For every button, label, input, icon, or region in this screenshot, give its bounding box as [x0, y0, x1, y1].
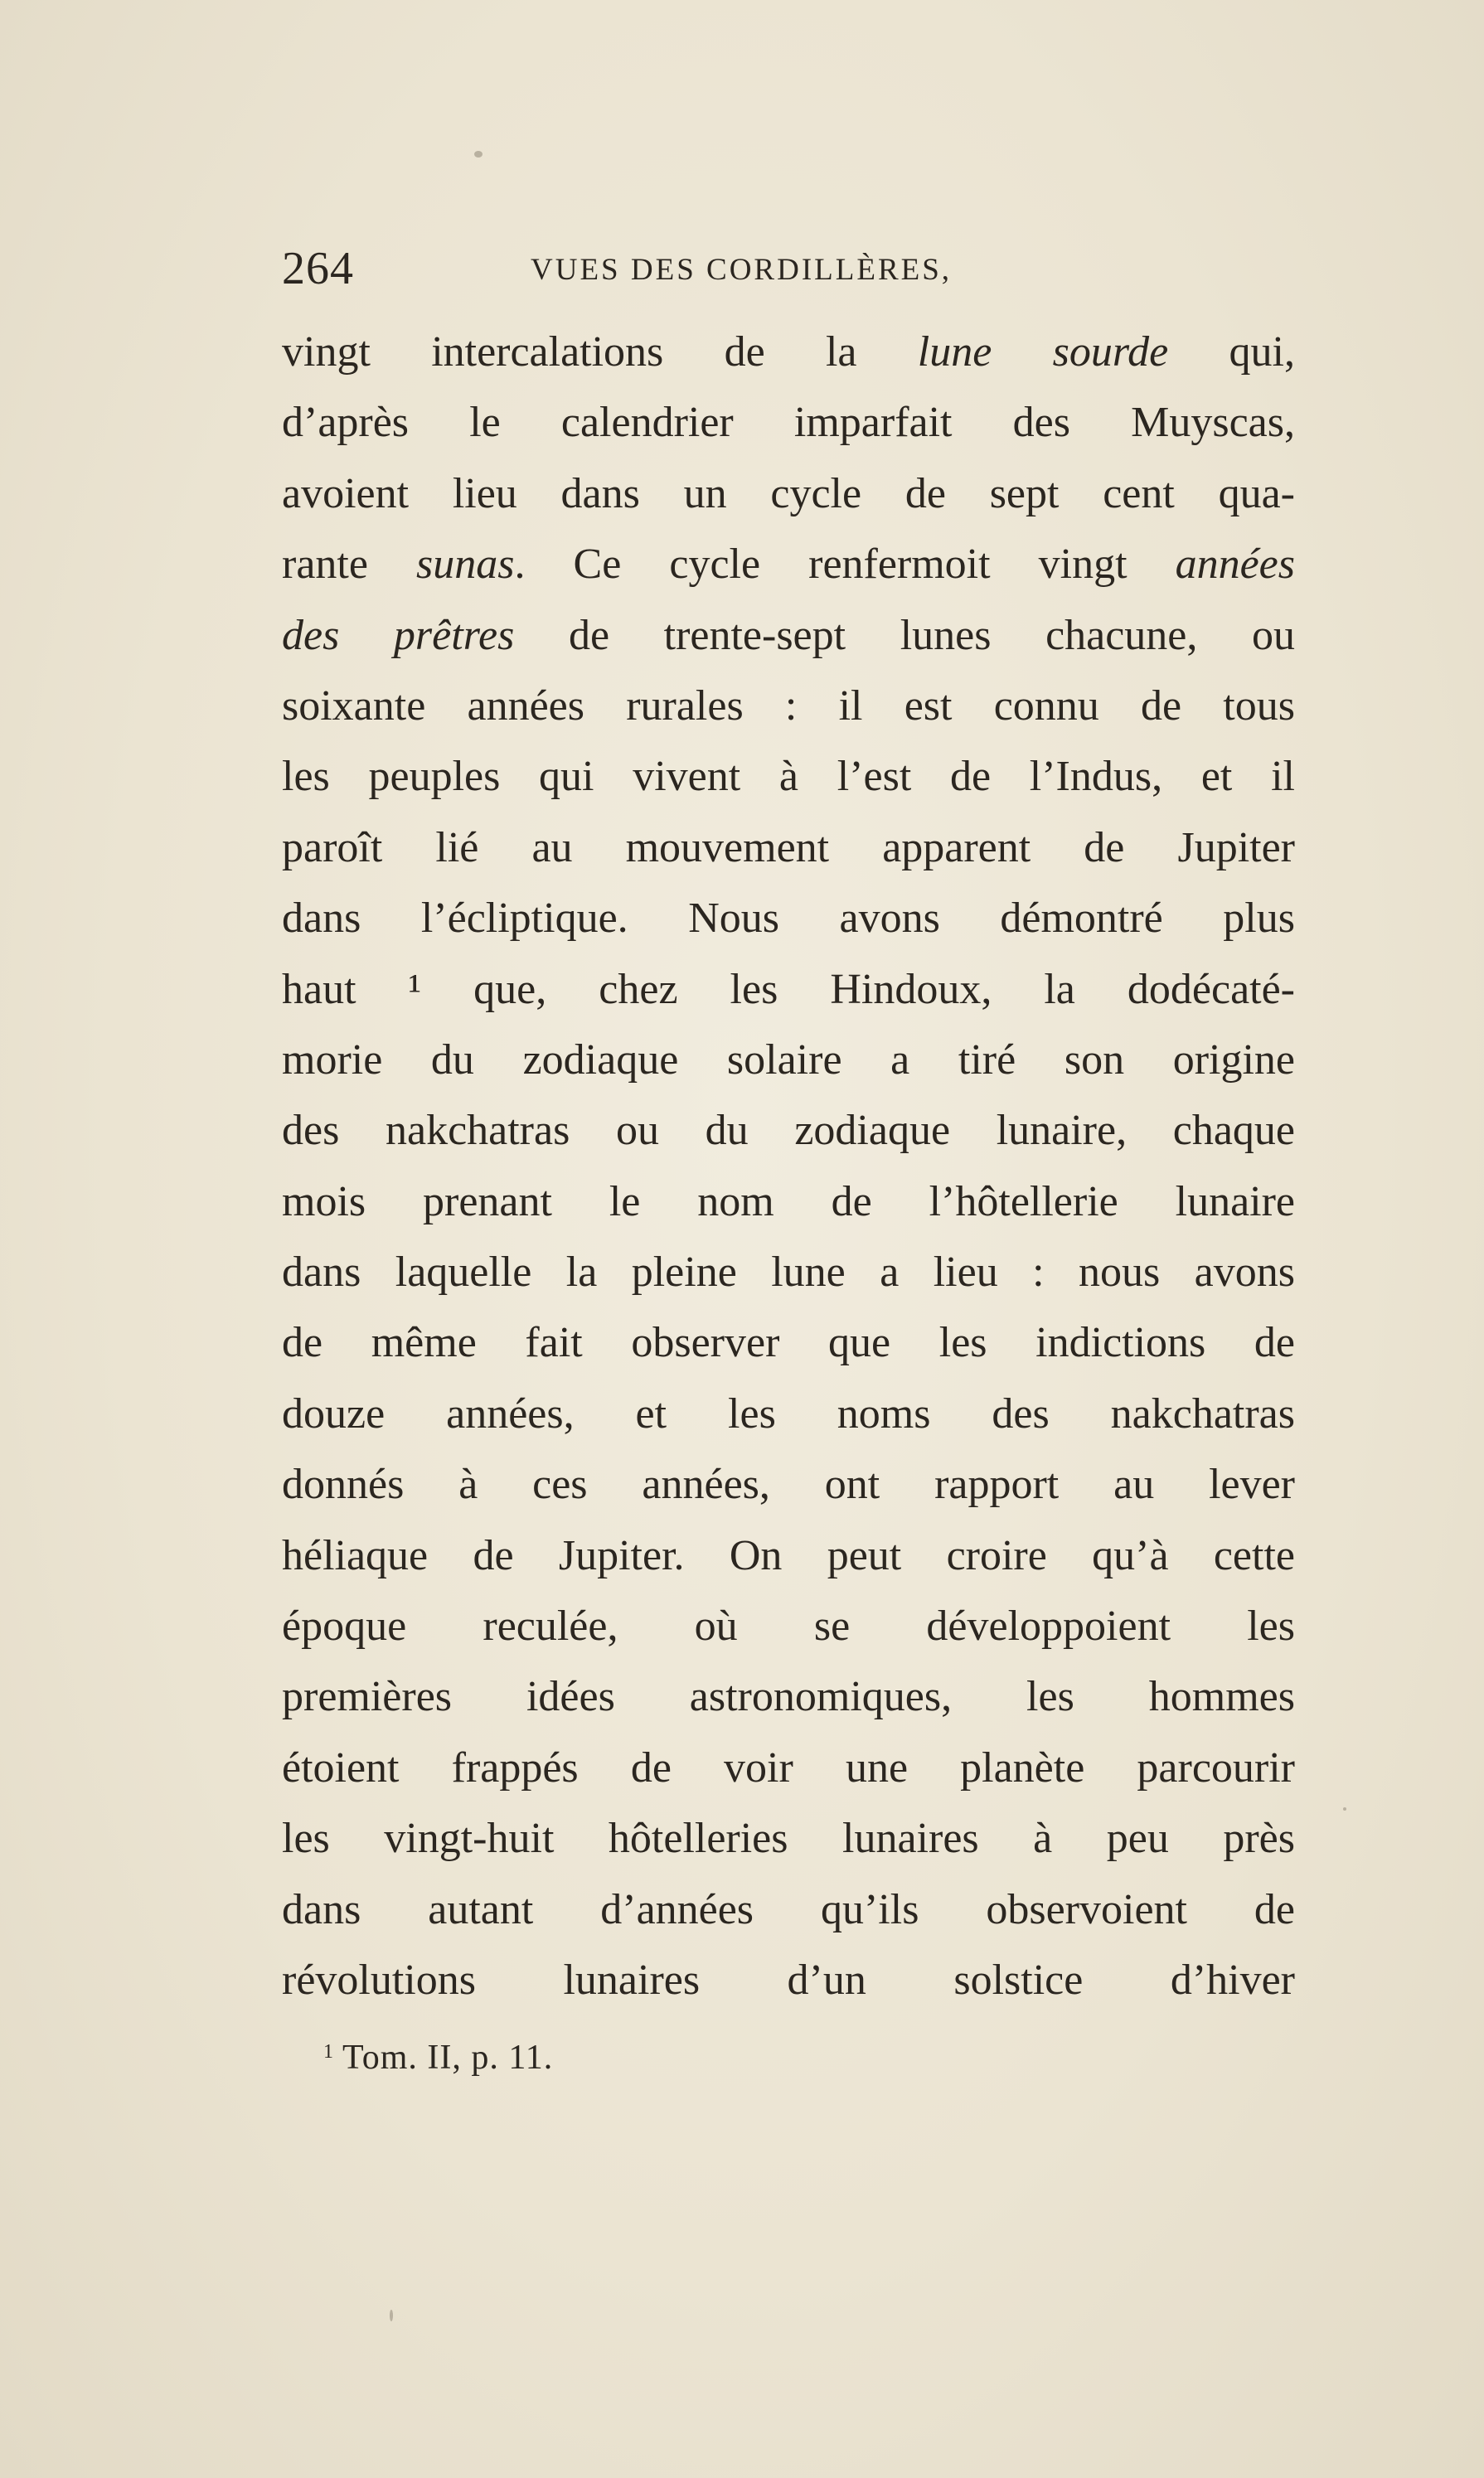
page-header [282, 242, 1360, 300]
text-line [282, 1025, 1295, 1095]
text-line [282, 1661, 1295, 1732]
text-line [282, 1166, 1295, 1237]
text-line [282, 883, 1295, 953]
footnote [323, 2038, 553, 2078]
text-segment: époque reculée, où se développoient les [282, 1603, 1295, 1651]
text-line [282, 458, 1295, 529]
text-line [282, 1803, 1295, 1874]
text-segment: paroît lié au mouvement apparent de Jupiter [282, 823, 1295, 871]
text-segment: premières idées astronomiques, les hommes [282, 1673, 1295, 1721]
text-line [282, 1307, 1295, 1378]
text-segment: qui, [1168, 328, 1295, 376]
italic-text: des prêtres [282, 611, 515, 659]
text-line [282, 741, 1295, 812]
text-line [282, 1591, 1295, 1661]
text-segment: révolutions lunaires d’un solstice d’hiver [282, 1956, 1295, 2004]
text-segment: héliaque de Jupiter. On peut croire qu’à cette [282, 1531, 1295, 1579]
footnote-text: Tom. II, p. 11. [342, 2039, 554, 2077]
text-line [282, 1237, 1295, 1307]
text-segment: avoient lieu dans un cycle de sept cent qua- [282, 469, 1295, 517]
text-line [282, 1733, 1295, 1803]
text-line [282, 387, 1295, 458]
paper-speck [474, 151, 483, 158]
text-line [282, 812, 1295, 883]
text-segment: haut ¹ que, chez les Hindoux, la dodécaté- [282, 965, 1295, 1013]
text-line [282, 1449, 1295, 1520]
text-segment: rante [282, 541, 416, 589]
paper-speck [390, 2310, 393, 2321]
text-segment: d’après le calendrier imparfait des Muyscas, [282, 399, 1295, 447]
page-number: 264 [282, 243, 354, 294]
text-segment: les peuples qui vivent à l’est de l’Indus, et il [282, 753, 1295, 801]
text-segment: . Ce cycle renfermoit vingt [514, 541, 1176, 589]
italic-text: années [1175, 541, 1295, 589]
paper-speck [1343, 1807, 1346, 1811]
text-segment: dans l’écliptique. Nous avons démontré plus [282, 895, 1295, 943]
italic-text: lune sourde [917, 328, 1169, 376]
text-segment: étoient frappés de voir une planète parcourir [282, 1743, 1295, 1792]
text-line [282, 671, 1295, 741]
italic-text: sunas [416, 541, 515, 589]
text-segment: vingt intercalations de la [282, 328, 918, 376]
text-line [282, 1945, 1295, 2015]
text-segment: des nakchatras ou du zodiaque lunaire, chaque [282, 1107, 1295, 1155]
body-text [282, 317, 1295, 2015]
text-line [282, 1874, 1295, 1945]
text-segment: dans autant d’années qu’ils observoient de [282, 1885, 1295, 1933]
text-segment: de trente-sept lunes chacune, ou [514, 611, 1296, 659]
text-line [282, 529, 1295, 599]
text-segment: dans laquelle la pleine lune a lieu : nous avons [282, 1249, 1295, 1297]
text-segment: morie du zodiaque solaire a tiré son origine [282, 1035, 1295, 1084]
text-segment: douze années, et les noms des nakchatras [282, 1389, 1295, 1438]
text-line [282, 600, 1295, 671]
text-segment: mois prenant le nom de l’hôtellerie lunaire [282, 1177, 1295, 1225]
text-line [282, 1095, 1295, 1166]
text-segment: soixante années rurales : il est connu de tous [282, 681, 1295, 730]
footnote-marker: 1 [323, 2041, 334, 2063]
text-segment: les vingt-huit hôtelleries lunaires à peu près [282, 1815, 1295, 1863]
text-line [282, 1520, 1295, 1591]
text-line [282, 1379, 1295, 1449]
running-head: VUES DES CORDILLÈRES, [531, 253, 953, 287]
text-line [282, 317, 1295, 387]
text-segment: de même fait observer que les indictions de [282, 1319, 1295, 1367]
text-segment: donnés à ces années, ont rapport au lever [282, 1461, 1295, 1509]
text-line [282, 954, 1295, 1025]
